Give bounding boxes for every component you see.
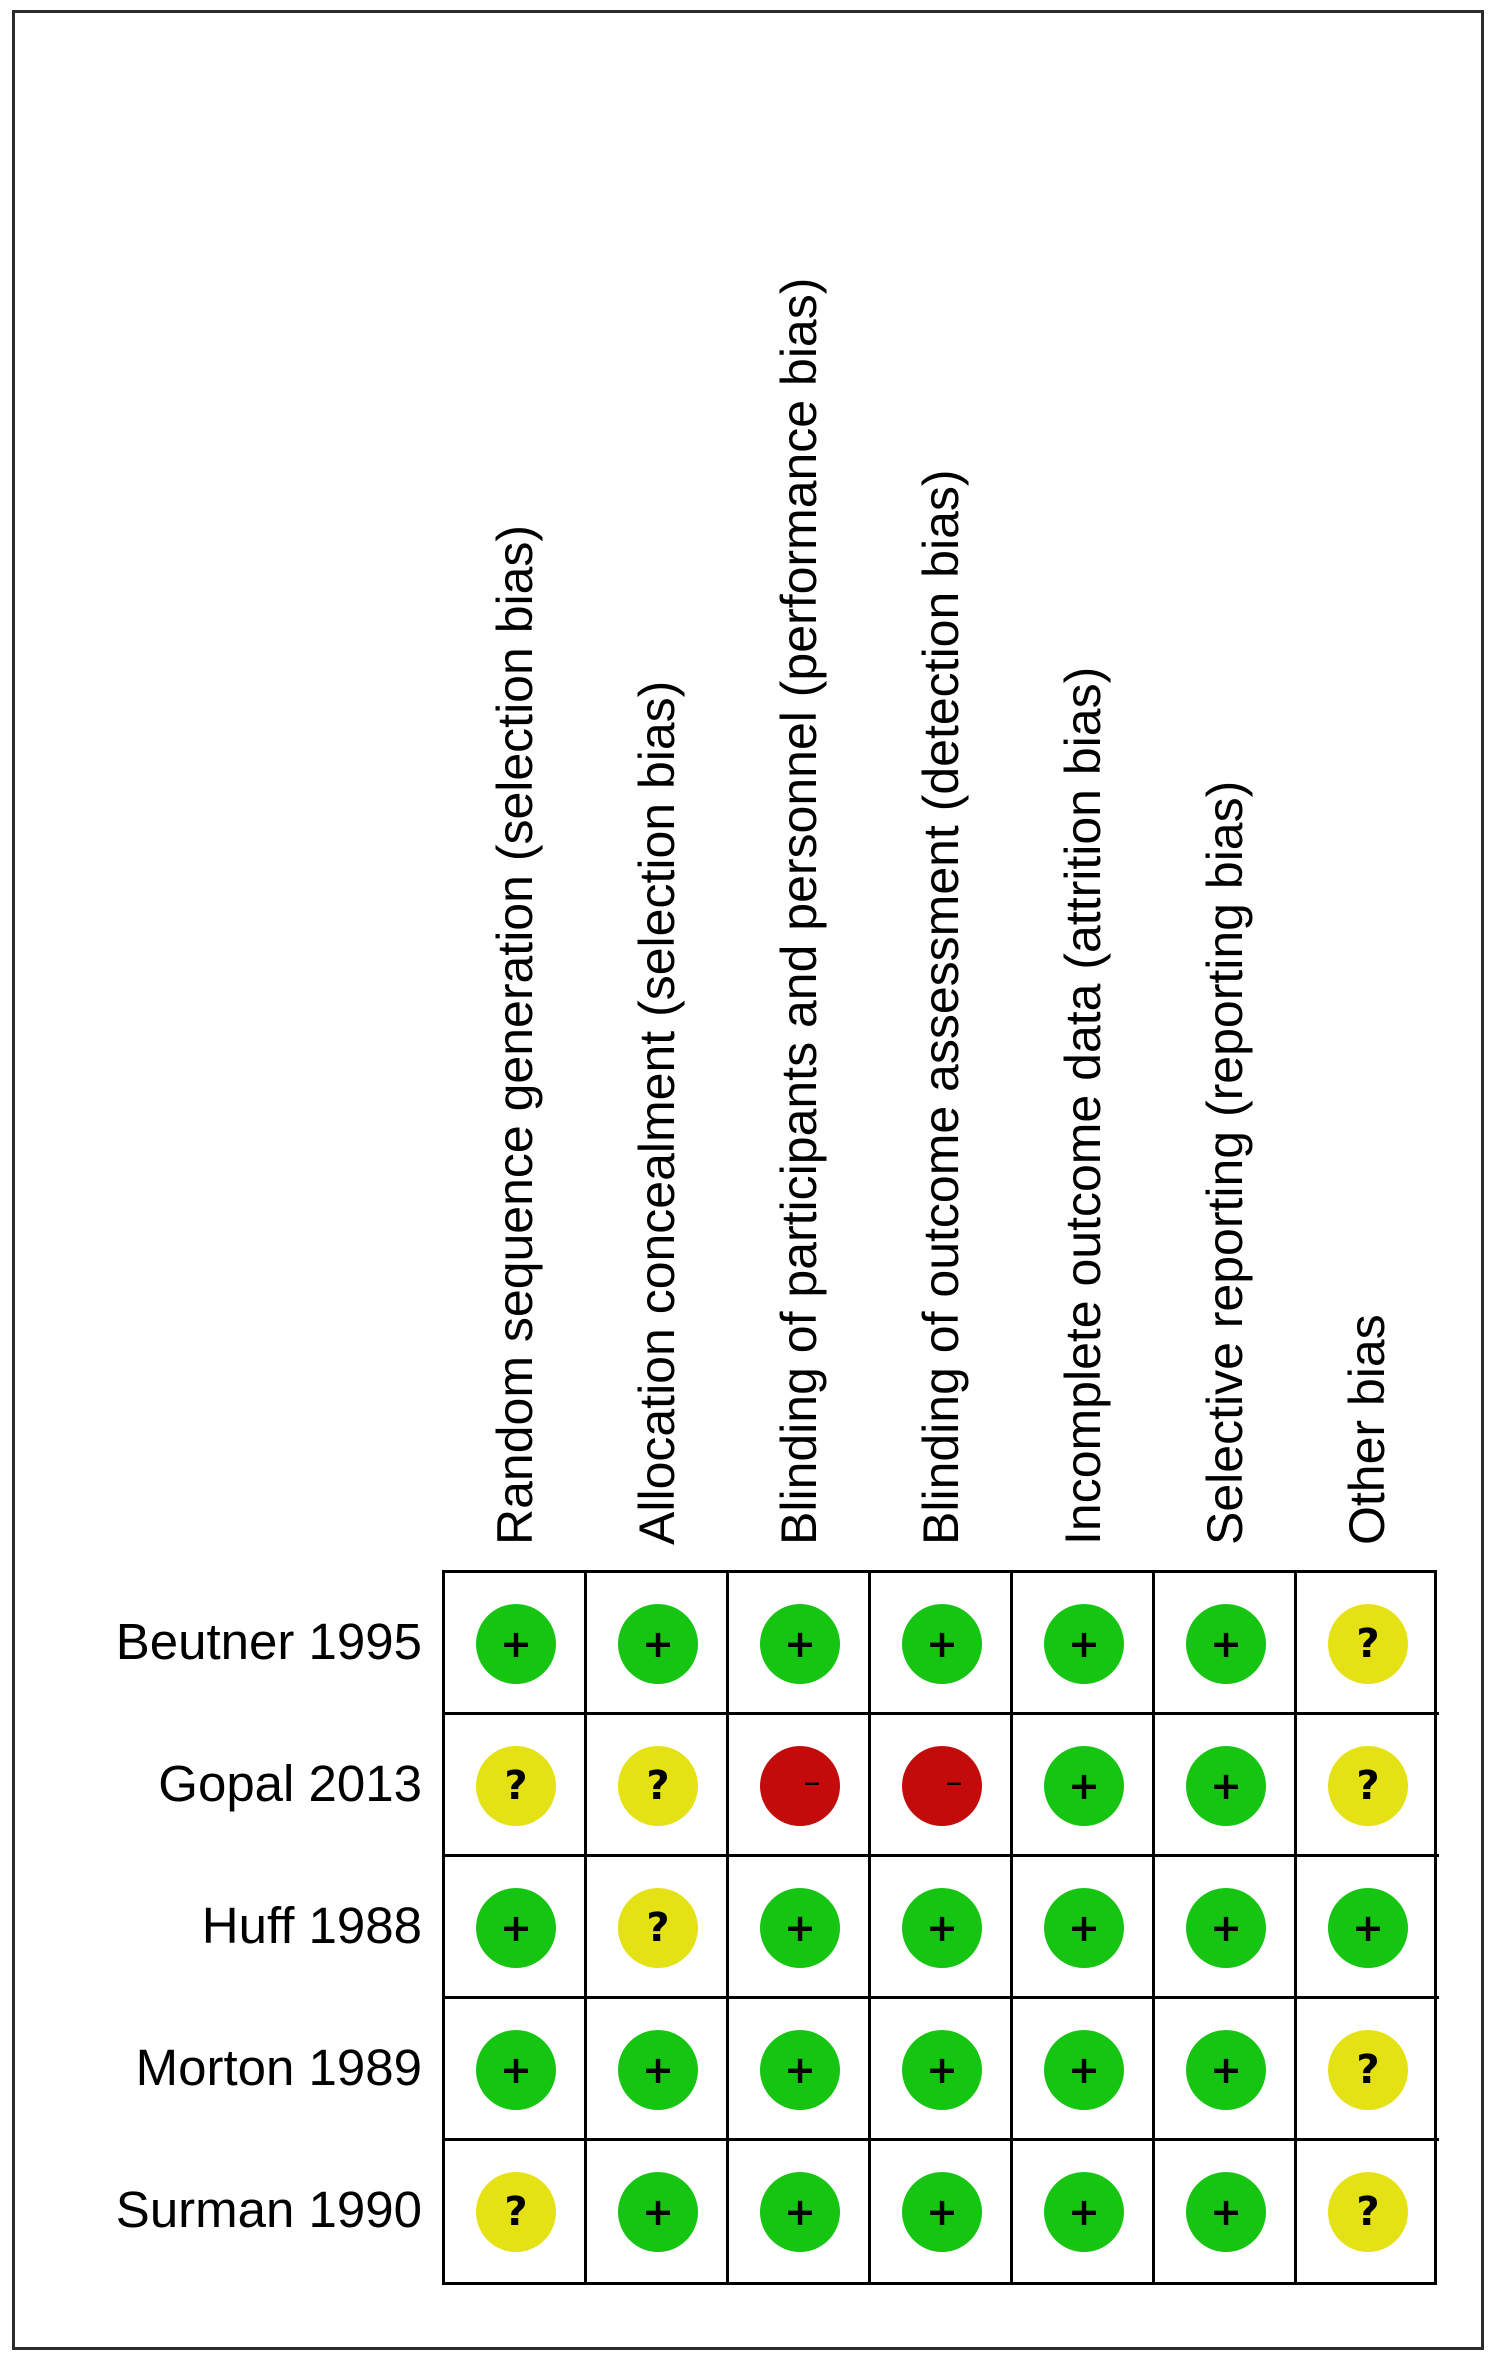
rating-cell [587,1857,729,1999]
low-risk-symbol: + [642,2048,674,2092]
low-risk-symbol: + [926,2190,958,2234]
unclear-risk-dot [1328,1746,1408,1826]
rating-cell [445,1715,587,1857]
low-risk-dot [476,1604,556,1684]
low-risk-dot [902,2030,982,2110]
low-risk-dot [1186,1604,1266,1684]
study-label: Gopal 2013 [158,1755,422,1812]
low-risk-dot [1186,1888,1266,1968]
low-risk-dot [476,2030,556,2110]
low-risk-dot [476,1888,556,1968]
rating-cell [1013,1573,1155,1715]
column-label-random-sequence: Random sequence generation (selection bias) [487,524,543,1545]
low-risk-symbol: + [784,1622,816,1666]
rating-cell [729,1573,871,1715]
low-risk-symbol: + [784,1906,816,1950]
low-risk-symbol: + [642,1622,674,1666]
low-risk-symbol: + [784,2048,816,2092]
unclear-risk-dot [476,2172,556,2252]
rating-cell [1297,1715,1439,1857]
low-risk-dot [1044,2172,1124,2252]
study-label: Morton 1989 [135,2039,422,2096]
rating-cell [445,1857,587,1999]
unclear-risk-symbol: ? [504,1763,528,1809]
rating-cell [1155,1999,1297,2141]
low-risk-dot [1328,1888,1408,1968]
rating-cell [445,1573,587,1715]
low-risk-dot [760,2030,840,2110]
unclear-risk-symbol: ? [1356,1621,1380,1667]
rating-cell [1013,1715,1155,1857]
rating-cell [1297,1573,1439,1715]
rating-cell [871,2141,1013,2283]
rating-cell [871,1715,1013,1857]
low-risk-dot [1044,2030,1124,2110]
column-label-other-bias: Other bias [1339,1314,1395,1545]
low-risk-symbol: + [500,1906,532,1950]
low-risk-symbol: + [1210,1906,1242,1950]
high-risk-symbol: – [945,1762,963,1802]
study-label: Beutner 1995 [115,1613,422,1670]
high-risk-dot [902,1746,982,1826]
unclear-risk-dot [1328,2030,1408,2110]
rating-cell [587,1573,729,1715]
unclear-risk-dot [476,1746,556,1826]
low-risk-dot [1186,2172,1266,2252]
rating-cell [1297,1857,1439,1999]
low-risk-dot [902,1888,982,1968]
rating-cell [587,1999,729,2141]
rating-cell [1013,2141,1155,2283]
low-risk-symbol: + [500,2048,532,2092]
rating-cell [729,1857,871,1999]
low-risk-dot [618,2172,698,2252]
unclear-risk-symbol: ? [1356,2189,1380,2235]
low-risk-symbol: + [1210,1764,1242,1808]
low-risk-symbol: + [1068,1906,1100,1950]
rating-cell [1155,1857,1297,1999]
rating-cell [1013,1857,1155,1999]
column-label-blinding-outcome: Blinding of outcome assessment (detection bias) [913,469,969,1545]
rating-cell [587,1715,729,1857]
unclear-risk-symbol: ? [504,2189,528,2235]
unclear-risk-dot [1328,2172,1408,2252]
rating-cell [871,1573,1013,1715]
unclear-risk-symbol: ? [646,1763,670,1809]
low-risk-symbol: + [926,1906,958,1950]
unclear-risk-symbol: ? [1356,2047,1380,2093]
low-risk-dot [760,1604,840,1684]
low-risk-symbol: + [500,1622,532,1666]
unclear-risk-dot [618,1888,698,1968]
rating-cell [445,1999,587,2141]
low-risk-symbol: + [1210,1622,1242,1666]
rating-cell [587,2141,729,2283]
column-label-blinding-participants: Blinding of participants and personnel (performance bias) [771,277,827,1545]
low-risk-dot [902,2172,982,2252]
unclear-risk-dot [1328,1604,1408,1684]
low-risk-symbol: + [1210,2048,1242,2092]
low-risk-dot [760,2172,840,2252]
column-label-selective-reporting: Selective reporting (reporting bias) [1197,780,1253,1545]
study-label: Huff 1988 [201,1897,422,1954]
rating-cell [729,2141,871,2283]
low-risk-symbol: + [1068,1764,1100,1808]
rating-cell [1297,1999,1439,2141]
rating-cell [871,1999,1013,2141]
risk-of-bias-grid [442,1570,1437,2285]
rating-cell [1155,1573,1297,1715]
rating-cell [729,1999,871,2141]
low-risk-dot [902,1604,982,1684]
rating-cell [729,1715,871,1857]
low-risk-symbol: + [926,2048,958,2092]
low-risk-symbol: + [1068,2190,1100,2234]
unclear-risk-dot [618,1746,698,1826]
high-risk-dot [760,1746,840,1826]
study-label: Surman 1990 [115,2181,422,2238]
low-risk-dot [1044,1888,1124,1968]
rating-cell [1155,2141,1297,2283]
low-risk-symbol: + [1210,2190,1242,2234]
rating-cell [1155,1715,1297,1857]
low-risk-symbol: + [926,1622,958,1666]
rating-cell [1297,2141,1439,2283]
rating-cell [445,2141,587,2283]
low-risk-symbol: + [1068,1622,1100,1666]
column-label-incomplete-outcome: Incomplete outcome data (attrition bias) [1055,666,1111,1545]
low-risk-symbol: + [1352,1906,1384,1950]
unclear-risk-symbol: ? [1356,1763,1380,1809]
high-risk-symbol: – [803,1762,821,1802]
low-risk-symbol: + [1068,2048,1100,2092]
rating-cell [1013,1999,1155,2141]
low-risk-dot [1186,2030,1266,2110]
low-risk-symbol: + [642,2190,674,2234]
low-risk-dot [1044,1746,1124,1826]
low-risk-dot [1044,1604,1124,1684]
low-risk-dot [1186,1746,1266,1826]
low-risk-symbol: + [784,2190,816,2234]
low-risk-dot [618,2030,698,2110]
low-risk-dot [618,1604,698,1684]
rating-cell [871,1857,1013,1999]
column-label-allocation-concealment: Allocation concealment (selection bias) [629,680,685,1545]
low-risk-dot [760,1888,840,1968]
unclear-risk-symbol: ? [646,1905,670,1951]
